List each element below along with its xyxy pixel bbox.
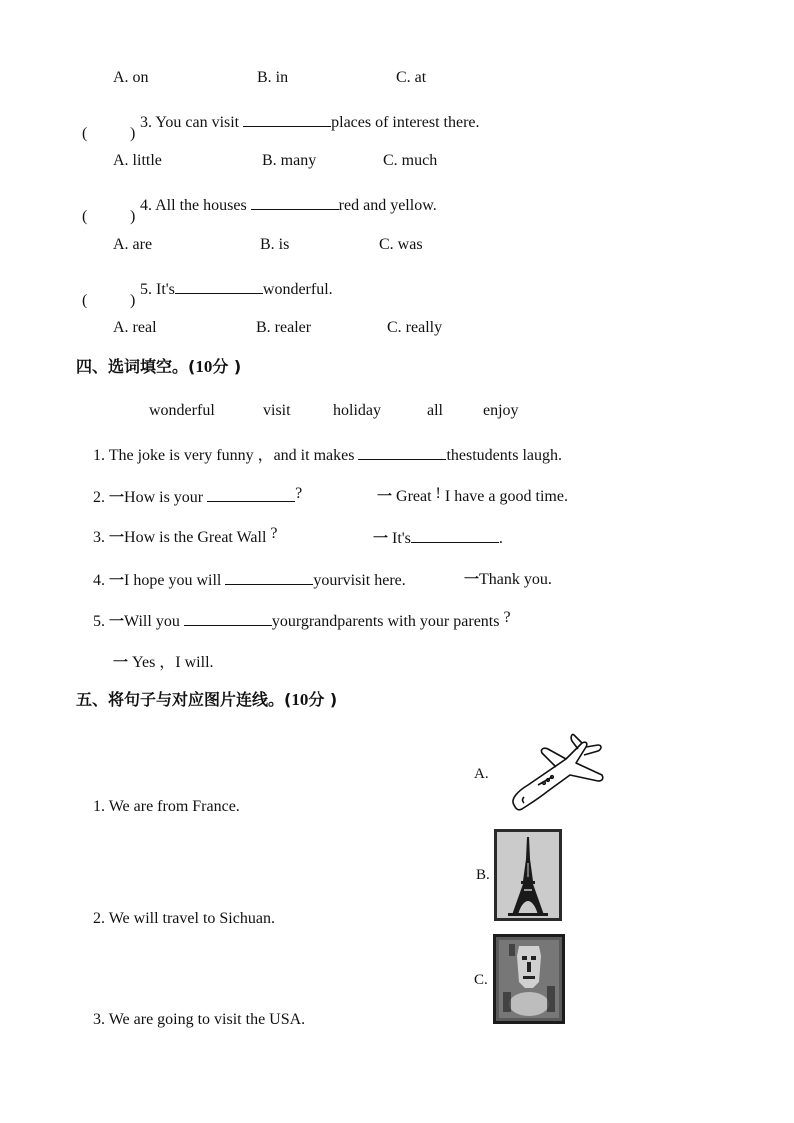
picture-c[interactable]: [493, 934, 565, 1024]
q5-option-b: B. realer: [256, 319, 312, 336]
q3-option-c: C. much: [383, 152, 438, 169]
answer-blank[interactable]: [207, 486, 295, 502]
q2-option-c: C. at: [396, 69, 427, 86]
match-sentence-1: 1. We are from France.: [93, 798, 240, 815]
fill-item-3: 3. 一How is the Great Wall ?: [93, 525, 278, 546]
word-bank-item: visit: [263, 402, 291, 419]
picture-b-label: B.: [476, 867, 490, 883]
q4-option-a: A. are: [113, 236, 153, 253]
fill-item-4: 4. 一I hope you will yourvisit here.: [93, 571, 406, 589]
question-3: ( ) 3. You can visit places of interest there.: [82, 111, 480, 133]
match-sentence-2: 2. We will travel to Sichuan.: [93, 910, 275, 927]
picture-a-label: A.: [474, 766, 489, 782]
q4-option-b: B. is: [260, 236, 290, 253]
answer-blank[interactable]: [358, 444, 446, 460]
section-4-heading: 四、选词填空。(10分 ): [76, 357, 242, 376]
q5-option-c: C. really: [387, 319, 443, 336]
match-sentence-3: 3. We are going to visit the USA.: [93, 1011, 306, 1028]
fill-item-5: 5. 一Will you yourgrandparents with your parents ?: [93, 609, 511, 630]
answer-blank[interactable]: [175, 278, 263, 294]
word-bank-item: enjoy: [483, 402, 519, 419]
picture-b[interactable]: [494, 829, 562, 921]
fill-item-2: 2. 一How is your ?: [93, 485, 303, 506]
stone-statue-icon: [493, 934, 565, 1024]
q5-option-a: A. real: [113, 319, 157, 336]
fill-item-2-reply: 一 Great ! I have a good time.: [377, 485, 568, 505]
q2-option-a: A. on: [113, 69, 149, 86]
question-4: ( ) 4. All the houses red and yellow.: [82, 194, 437, 216]
q2-option-b: B. in: [257, 69, 289, 86]
q4-option-c: C. was: [379, 236, 423, 253]
fill-item-1: 1. The joke is very funny ，and it makes thestudents laugh.: [93, 444, 562, 466]
fill-item-5-reply: 一 Yes ，I will.: [113, 653, 214, 671]
answer-blank[interactable]: [251, 194, 339, 210]
answer-blank[interactable]: [184, 610, 272, 626]
word-bank-item: holiday: [333, 402, 381, 419]
eiffel-tower-icon: [494, 829, 562, 921]
question-5: ( ) 5. It's wonderful.: [82, 278, 333, 300]
q3-option-b: B. many: [262, 152, 317, 169]
picture-a[interactable]: [508, 733, 606, 813]
fill-item-4-reply: 一Thank you.: [464, 570, 552, 588]
fill-item-3-reply: 一 It's .: [373, 529, 503, 547]
picture-c-label: C.: [474, 972, 488, 988]
answer-blank[interactable]: [225, 569, 313, 585]
answer-blank[interactable]: [411, 527, 499, 543]
airplane-icon: [508, 733, 606, 813]
answer-blank[interactable]: [243, 111, 331, 127]
q3-option-a: A. little: [113, 152, 162, 169]
word-bank-item: all: [427, 402, 443, 419]
section-5-heading: 五、将句子与对应图片连线。(10分 ): [76, 690, 338, 709]
word-bank-item: wonderful: [149, 402, 215, 419]
